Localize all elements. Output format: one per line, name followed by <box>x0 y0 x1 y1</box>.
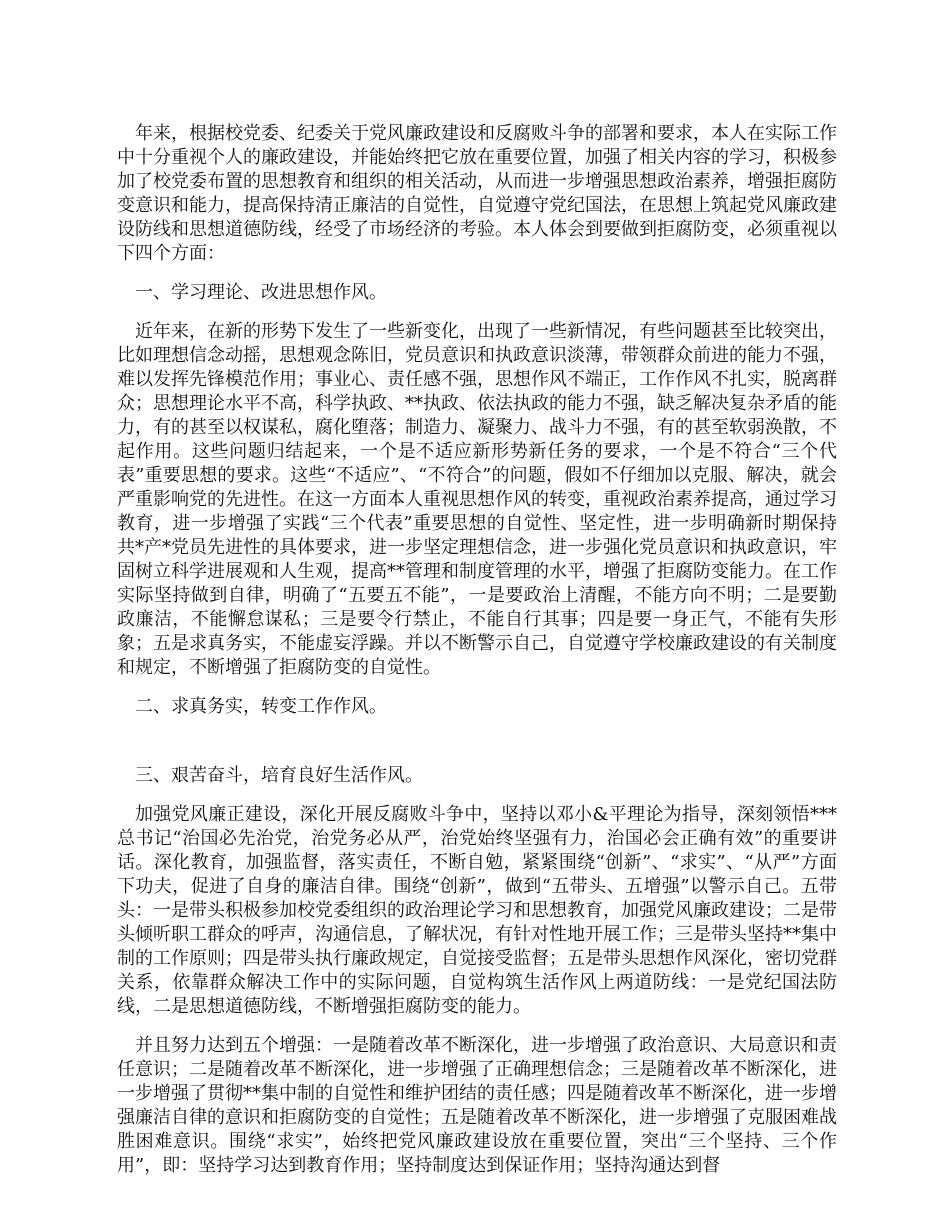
intro-paragraph: 年来，根据校党委、纪委关于党风廉政建设和反腐败斗争的部署和要求，本人在实际工作中十分重视个人的廉政建设，并能始终把它放在重要位置，加强了相关内容的学习，积极参加了校党委布置的思想教育和组织的相关活动，从而进一步增强思想政治素养，增强拒腐防变意识和能力，提高保持清正廉洁的自觉性，自觉遵守党纪国法，在思想上筑起党风廉政建设防线和思想道德防线，经受了市场经济的考验。本人体会到要做到拒腐防变，必须重视以下四个方面： <box>117 123 837 264</box>
section-heading-1: 一、学习理论、改进思想作风。 <box>135 282 387 303</box>
section-heading-2: 二、求真务实，转变工作作风。 <box>135 696 387 717</box>
section-2-empty-space <box>117 734 837 764</box>
section-1-paragraph: 近年来，在新的形势下发生了一些新变化，出现了一些新情况，有些问题甚至比较突出，比如理想信念动摇，思想观念陈旧，党员意识和执政意识淡薄，带领群众前进的能力不强，难以发挥先锋模范作用；事业心、责任感不强，思想作风不端正，工作作风不扎实，脱离群众；思想理论水平不高，科学执政、**执政、依法执政的能力不强，缺乏解决复杂矛盾的能力，有的甚至以权谋私，腐化堕落；制造力、凝聚力、战斗力不强，有的甚至软弱涣散，不起作用。这些问题归结起来，一个是不适应新形势新任务的要求，一个是不符合“三个代表”重要思想的要求。这些“不适应”、“不符合”的问题，假如不仔细加以克服、解决，就会严重影响党的先进性。在这一方面本人重视思想作风的转变，重视政治素养提高，通过学习教育，进一步增强了实践“三个代表”重要思想的自觉性、坚定性，进一步明确新时期保持共*产*党员先进性的具体要求，进一步坚定理想信念，进一步强化党员意识和执政意识，牢固树立科学进展观和人生观，提高**管理和制度管理的水平，增强了拒腐防变能力。在工作实际坚持做到自律，明确了“五要五不能”，一是要政治上清醒，不能方向不明；二是要勤政廉洁，不能懈怠谋私；三是要令行禁止，不能自行其事；四是要一身正气，不能有失形象；五是求真务实，不能虚妄浮躁。并以不断警示自己，自觉遵守学校廉政建设的有关制度和规定，不断增强了拒腐防变的自觉性。 <box>117 321 837 678</box>
section-heading-3: 三、艰苦奋斗，培育良好生活作风。 <box>135 765 423 786</box>
section-3-paragraph-continued: 并且努力达到五个增强：一是随着改革不断深化，进一步增强了政治意识、大局意识和责任意识；二是随着改革不断深化，进一步增强了正确理想信念；三是随着改革不断深化，进一步增强了贯彻**集中制的自觉性和维护团结的责任感；四是随着改革不断深化，进一步增强廉洁自律的意识和拒腐防变的自觉性；五是随着改革不断深化，进一步增强了克服困难战胜困难意识。围绕“求实”，始终把党风廉政建设放在重要位置，突出“三个坚持、三个作用”，即：坚持学习达到教育作用；坚持制度达到保证作用；坚持沟通达到督 <box>117 1035 837 1176</box>
document-body <box>117 122 837 1193</box>
section-3-paragraph: 加强党风廉正建设，深化开展反腐败斗争中，坚持以邓小&平理论为指导，深刻领悟***总书记“治国必先治党，治党务必从严，治党始终坚强有力，治国必会正确有效”的重要讲话。深化教育，加强监督，落实责任，不断自勉，紧紧围绕“创新”、“求实”、“从严”方面下功夫，促进了自身的廉洁自律。围绕“创新”，做到“五带头、五增强”以警示自己。五带头：一是带头积极参加校党委组织的政治理论学习和思想教育，加强党风廉政建设；二是带头倾听职工群众的呼声，沟通信息，了解状况，有针对性地开展工作；三是带头坚持**集中制的工作原则；四是带头执行廉政规定，自觉接受监督；五是带头思想作风深化，密切党群关系，依靠群众解决工作中的实际问题，自觉构筑生活作风上两道防线：一是党纪国法防线，二是思想道德防线，不断增强拒腐防变的能力。 <box>117 804 837 1017</box>
